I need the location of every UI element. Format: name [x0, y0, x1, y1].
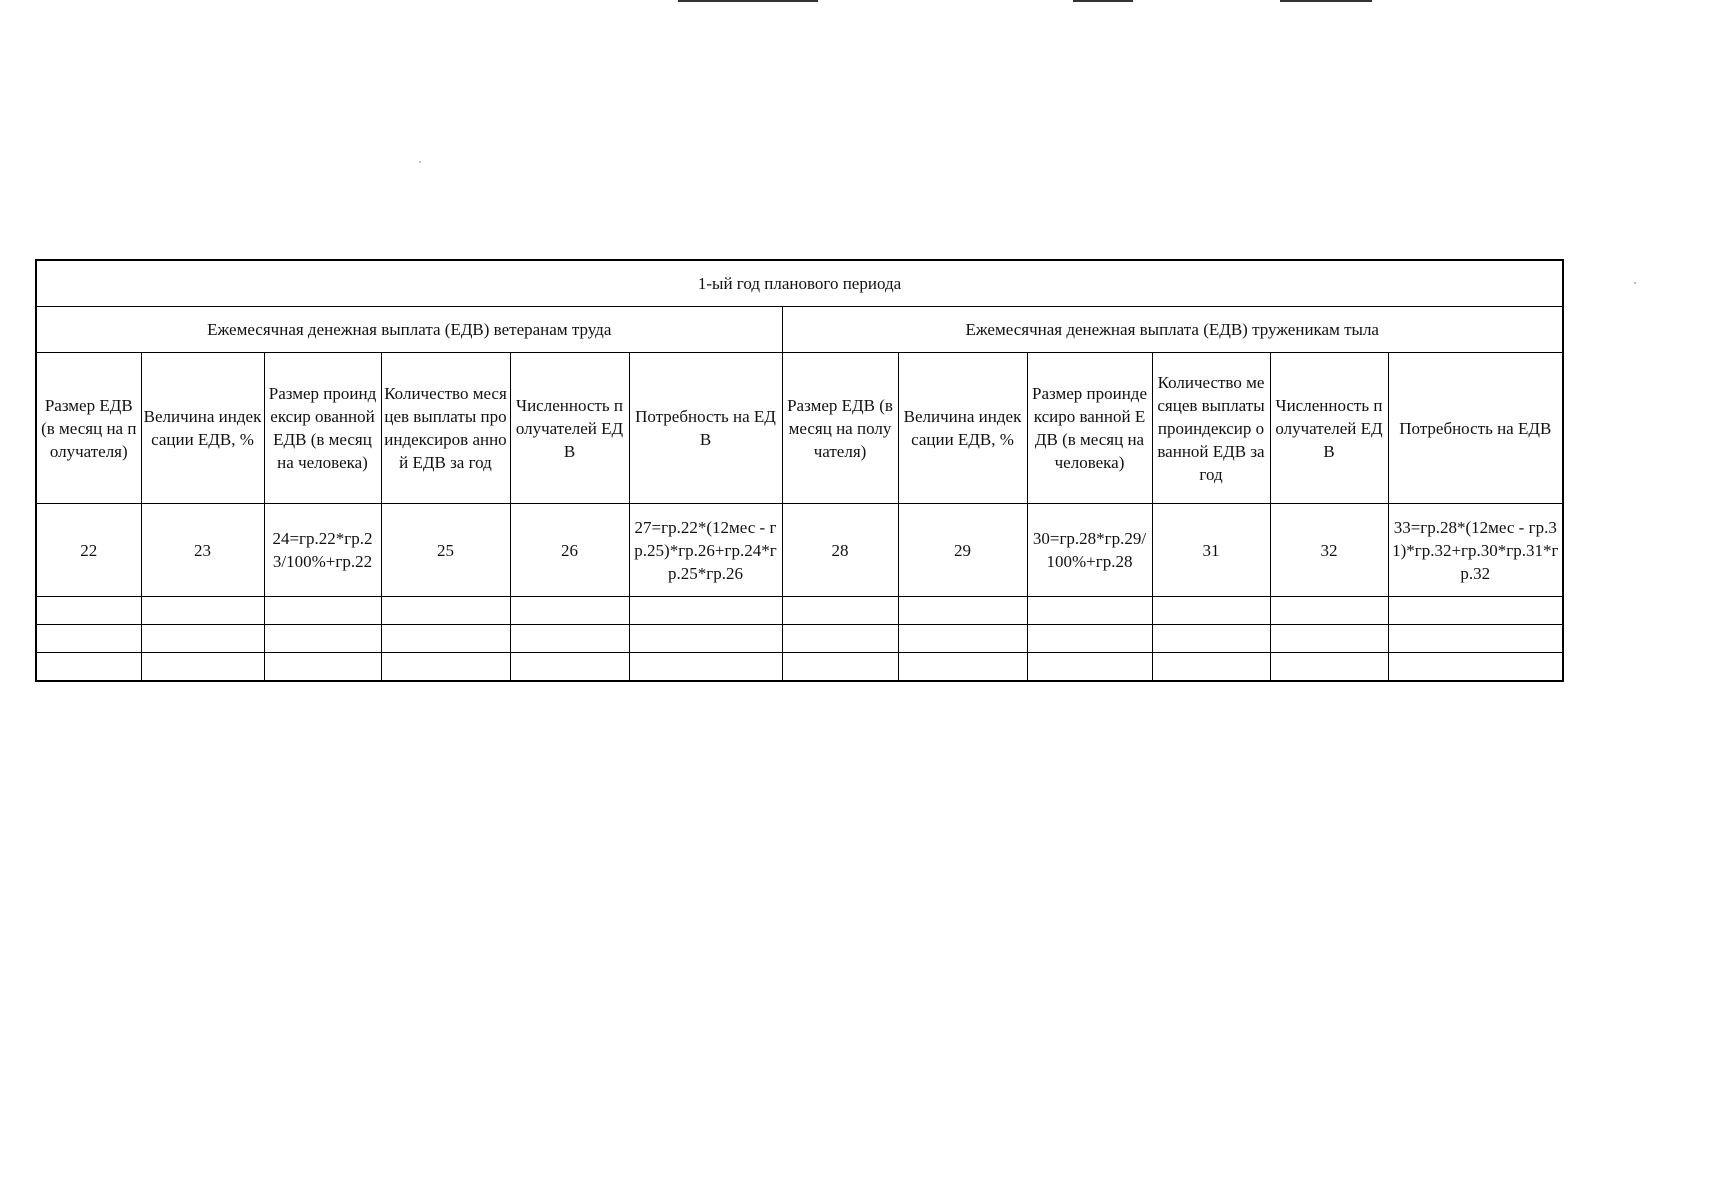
- column-header: Величина индексации ЕДВ, %: [898, 353, 1027, 504]
- scan-speck: [419, 161, 421, 163]
- empty-cell: [898, 597, 1027, 625]
- empty-cell: [782, 625, 898, 653]
- column-number-row: [36, 504, 1563, 597]
- empty-cell: [1152, 597, 1270, 625]
- column-header: Количество месяцев выплаты проиндексир ованной ЕДВ за год: [1152, 353, 1270, 504]
- empty-cell: [1270, 625, 1388, 653]
- column-formula-cell: 33=гр.28*(12мес - гр.31)*гр.32+гр.30*гр.31*гр.32: [1388, 504, 1563, 597]
- edv-calculation-table: [35, 259, 1564, 682]
- empty-cell: [782, 653, 898, 682]
- scan-edge-mark: [678, 0, 818, 2]
- empty-cell: [381, 597, 510, 625]
- group-header-row: [36, 307, 1563, 353]
- empty-cell: [141, 597, 264, 625]
- column-number-cell: 29: [898, 504, 1027, 597]
- column-header: Потребность на ЕДВ: [629, 353, 782, 504]
- empty-cell: [1270, 597, 1388, 625]
- empty-cell: [510, 653, 629, 682]
- empty-cell: [1388, 653, 1563, 682]
- empty-cell: [782, 597, 898, 625]
- empty-cell: [1027, 653, 1152, 682]
- column-number-cell: 22: [36, 504, 141, 597]
- empty-data-row: [36, 597, 1563, 625]
- column-formula-cell: 27=гр.22*(12мес - гр.25)*гр.26+гр.24*гр.25*гр.26: [629, 504, 782, 597]
- column-header: Численность получателей ЕДВ: [1270, 353, 1388, 504]
- empty-cell: [510, 625, 629, 653]
- column-header: Численность получателей ЕДВ: [510, 353, 629, 504]
- empty-cell: [141, 625, 264, 653]
- column-number-cell: 26: [510, 504, 629, 597]
- column-header: Величина индексации ЕДВ, %: [141, 353, 264, 504]
- column-header: Количество месяцев выплаты проиндексиров анной ЕДВ за год: [381, 353, 510, 504]
- empty-cell: [36, 597, 141, 625]
- empty-cell: [381, 625, 510, 653]
- column-number-cell: 31: [1152, 504, 1270, 597]
- group-header-labor-veterans: Ежемесячная денежная выплата (ЕДВ) ветеранам труда: [36, 307, 782, 353]
- empty-cell: [264, 597, 381, 625]
- empty-cell: [1027, 625, 1152, 653]
- scan-edge-mark: [1280, 0, 1372, 2]
- empty-cell: [1388, 597, 1563, 625]
- empty-data-row: [36, 625, 1563, 653]
- scan-speck: [1634, 282, 1636, 284]
- empty-cell: [1027, 597, 1152, 625]
- column-header: Размер ЕДВ (в месяц на получателя): [782, 353, 898, 504]
- column-number-cell: 23: [141, 504, 264, 597]
- empty-cell: [1152, 625, 1270, 653]
- empty-cell: [1270, 653, 1388, 682]
- column-header: Размер проиндексиро ванной ЕДВ (в месяц на человека): [1027, 353, 1152, 504]
- column-number-cell: 25: [381, 504, 510, 597]
- empty-cell: [1388, 625, 1563, 653]
- empty-cell: [510, 597, 629, 625]
- column-number-cell: 32: [1270, 504, 1388, 597]
- empty-cell: [36, 625, 141, 653]
- column-formula-cell: 30=гр.28*гр.29/100%+гр.28: [1027, 504, 1152, 597]
- empty-cell: [629, 653, 782, 682]
- scan-edge-mark: [1073, 0, 1133, 2]
- column-header: Размер проиндексир ованной ЕДВ (в месяц на человека): [264, 353, 381, 504]
- empty-cell: [36, 653, 141, 682]
- table-title: 1-ый год планового периода: [36, 260, 1563, 307]
- group-header-home-front-workers: Ежемесячная денежная выплата (ЕДВ) труженикам тыла: [782, 307, 1563, 353]
- empty-cell: [898, 653, 1027, 682]
- column-header: Размер ЕДВ (в месяц на получателя): [36, 353, 141, 504]
- empty-cell: [264, 625, 381, 653]
- empty-cell: [264, 653, 381, 682]
- empty-cell: [381, 653, 510, 682]
- table-title-row: [36, 260, 1563, 307]
- empty-cell: [141, 653, 264, 682]
- empty-data-row: [36, 653, 1563, 682]
- column-header: Потребность на ЕДВ: [1388, 353, 1563, 504]
- column-header-row: [36, 353, 1563, 504]
- empty-cell: [1152, 653, 1270, 682]
- empty-cell: [629, 597, 782, 625]
- column-formula-cell: 24=гр.22*гр.23/100%+гр.22: [264, 504, 381, 597]
- empty-cell: [898, 625, 1027, 653]
- empty-cell: [629, 625, 782, 653]
- column-number-cell: 28: [782, 504, 898, 597]
